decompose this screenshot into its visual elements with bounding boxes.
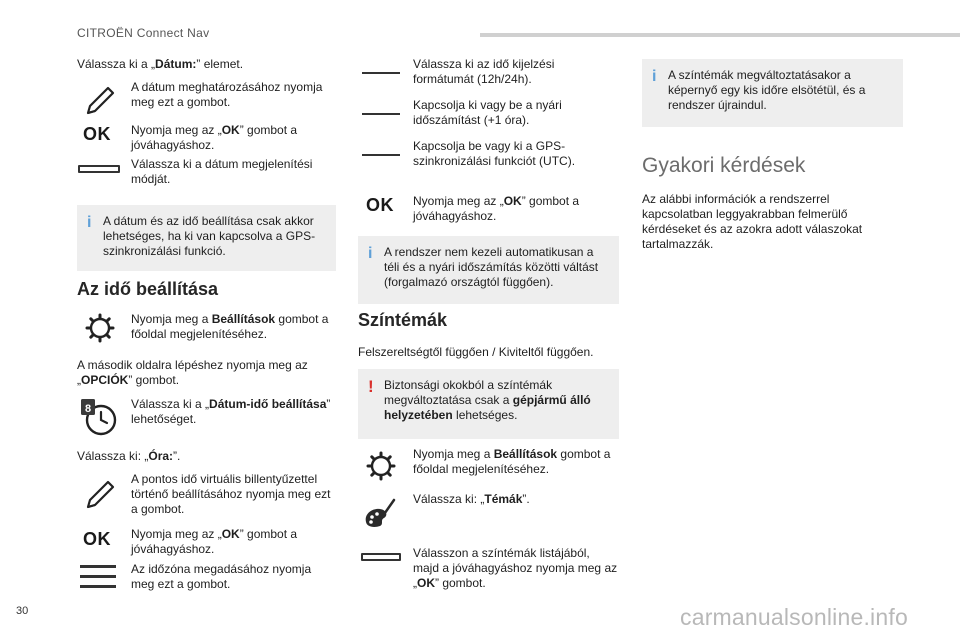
selector-bar-icon: [78, 165, 120, 173]
select-temak-text: Válassza ki: „Témák”.: [413, 492, 530, 506]
settings-text-1: Nyomja meg a Beállítások gombot a főoldal megjelenítéséhez.: [131, 312, 329, 341]
equipment-text: Felszereltségtől függően / Kiviteltől függően.: [358, 345, 594, 359]
summer-time-text: Kapcsolja ki vagy be a nyári időszámítást (+1 óra).: [413, 98, 562, 127]
info-note-date: [77, 205, 336, 271]
ok-button-icon: OK: [83, 124, 111, 144]
settings-text-2: Nyomja meg a Beállítások gombot a főoldal megjelenítéséhez.: [413, 447, 611, 476]
info-note-dst-text: A rendszer nem kezeli automatikusan a téli és a nyári időszámítás közötti váltást (forgalmazó országtól függően).: [384, 245, 599, 289]
format-line-icon: [362, 72, 400, 74]
gps-sync-text: Kapcsolja be vagy ki a GPS-szinkronizálási funkciót (UTC).: [413, 139, 576, 168]
datetime-setting-text: Válassza ki a „Dátum-idő beállítása” lehetőséget.: [131, 397, 331, 426]
pencil-icon-2: [84, 477, 118, 511]
pencil-date-text: A dátum meghatározásához nyomja meg ezt a gombot.: [131, 80, 323, 109]
clock-icon: [80, 398, 118, 436]
ok-confirm-text-1: Nyomja meg az „OK” gombot a jóváhagyáshoz.: [131, 123, 298, 152]
header-title: CITROËN Connect Nav: [77, 26, 210, 40]
gps-line-icon: [362, 154, 400, 156]
gear-icon: [85, 313, 115, 343]
ok-confirm-text-3: Nyomja meg az „OK” gombot a jóváhagyáshoz.: [413, 194, 580, 223]
date-intro-text: Válassza ki a „Dátum:” elemet.: [77, 57, 244, 71]
info-note-theme-text: A színtémák megváltoztatásakor a képernyő egy kis időre elsötétül, és a rendszer újraindul.: [668, 68, 866, 112]
info-note-theme: [642, 59, 903, 127]
faq-intro-text: Az alábbi információk a rendszerrel kapcsolatban leggyakrabban felmerülő kérdéseket és az azokra adott válaszokat tartalmazzák.: [642, 192, 863, 251]
second-page-text: A második oldalra lépéshez nyomja meg az „OPCIÓK” gombot.: [77, 358, 308, 387]
info-icon: i: [87, 214, 92, 231]
header-bar: [480, 33, 960, 37]
ok-confirm-text-2: Nyomja meg az „OK” gombot a jóváhagyáshoz.: [131, 527, 298, 556]
watermark: carmanualsonline.info: [680, 604, 908, 630]
heading-faq: Gyakori kérdések: [642, 154, 806, 177]
time-format-text: Válassza ki az idő kijelzési formátumát (12h/24h).: [413, 57, 555, 86]
gear-icon-2: [366, 451, 396, 481]
info-icon-3: i: [652, 68, 657, 85]
ok-button-icon-3: OK: [366, 195, 394, 215]
date-display-text: Válassza ki a dátum megjelenítési módját.: [131, 157, 313, 186]
warning-note-text: Biztonsági okokból a színtémák megváltoztatása csak a gépjármű álló helyzetében lehetséges.: [384, 378, 591, 422]
page-number: 30: [16, 605, 29, 617]
info-icon-2: i: [368, 245, 373, 262]
ok-button-icon-2: OK: [83, 529, 111, 549]
timezone-list-icon: [80, 565, 116, 595]
select-ora-text: Válassza ki: „Óra:”.: [77, 449, 181, 463]
timezone-text: Az időzóna megadásához nyomja meg ezt a gombot.: [131, 562, 312, 591]
heading-time-settings: Az idő beállítása: [77, 279, 219, 299]
warning-icon: !: [368, 377, 374, 396]
palette-brush-icon: [360, 494, 400, 534]
selector-bar-icon-2: [361, 553, 401, 561]
info-note-dst: [358, 236, 619, 304]
heading-themes: Színtémák: [358, 310, 448, 330]
page-badge-8: 8: [84, 403, 92, 415]
theme-list-text: Válasszon a színtémák listájából, majd a jóváhagyáshoz nyomja meg az „OK” gombot.: [413, 546, 618, 590]
summer-line-icon: [362, 113, 400, 115]
warning-note-safety: [358, 369, 619, 439]
pencil-time-text: A pontos idő virtuális billentyűzettel történő beállításához nyomja meg ezt a gombot.: [131, 472, 331, 516]
info-note-date-text: A dátum és az idő beállítása csak akkor lehetséges, ha ki van kapcsolva a GPS-szinkronizálási funkció.: [103, 214, 316, 258]
pencil-icon: [84, 83, 118, 117]
